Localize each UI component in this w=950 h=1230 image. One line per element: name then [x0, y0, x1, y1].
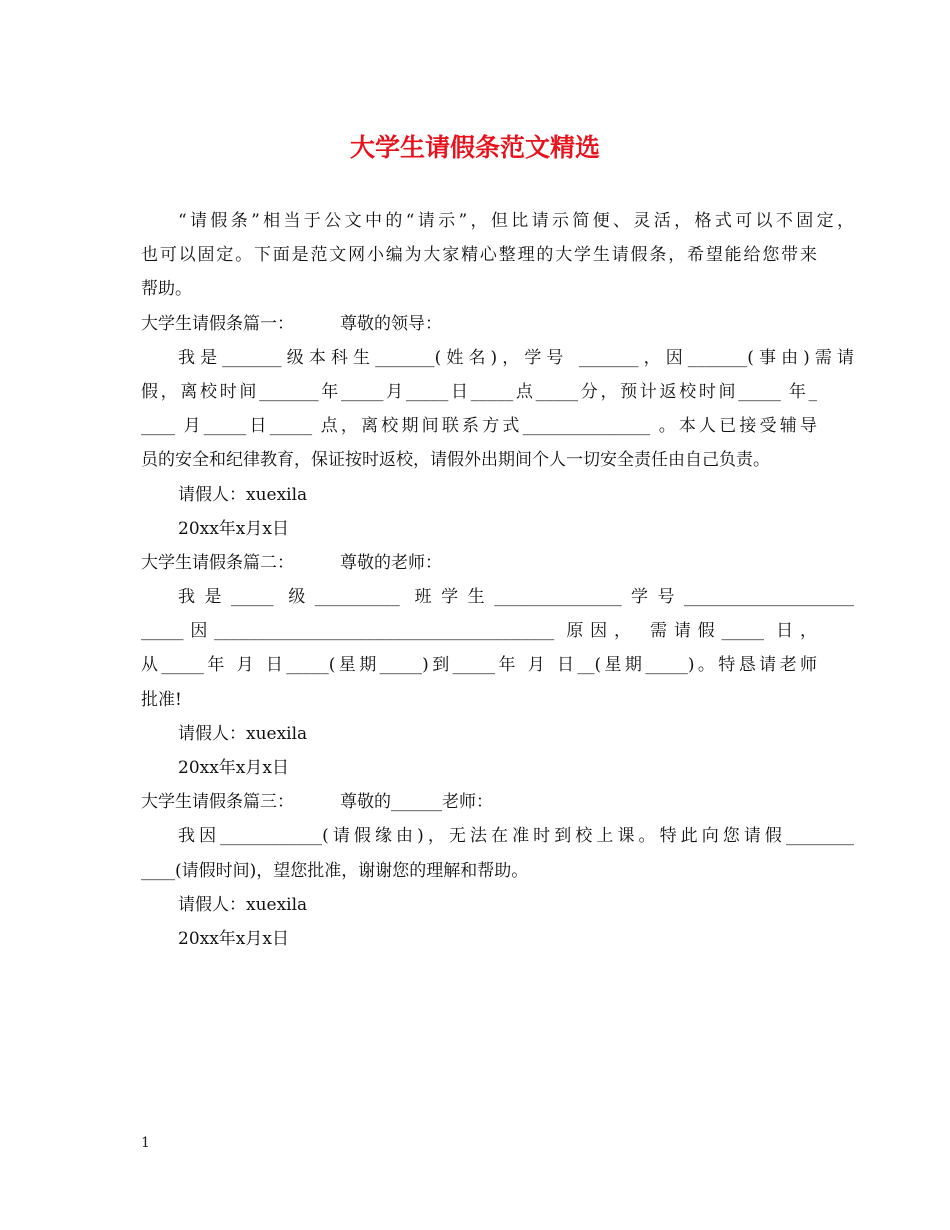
part2-salutation: 尊敬的老师：	[340, 552, 442, 573]
part1-body-line: 员的安全和纪律教育，保证按时返校，请假外出期间个人一切安全责任由自己负责。	[141, 450, 770, 471]
document-body	[141, 204, 854, 956]
part1-signer: 请假人：xuexila	[178, 484, 308, 505]
part2-heading: 大学生请假条篇二：	[141, 552, 294, 573]
part2-body-line: 从_____年 月 日_____(星期_____)到_____年 月 日__(星期_____)。特恳请老师	[141, 655, 817, 676]
part2-date: 20xx年x月x日	[178, 758, 289, 778]
intro-line: 帮助。	[141, 279, 192, 300]
part3-heading: 大学生请假条篇三：	[141, 792, 294, 813]
intro-line: 也可以固定。下面是范文网小编为大家精心整理的大学生请假条，希望能给您带来	[141, 245, 817, 266]
part1-salutation: 尊敬的领导：	[340, 313, 442, 334]
part3-date: 20xx年x月x日	[178, 928, 289, 949]
page-number: 1	[141, 1135, 150, 1151]
part2-signer: 请假人：xuexila	[178, 723, 308, 744]
part1-body-line: 我是_______级本科生_______(姓名)，学号 _______，因_______(事由)需请	[178, 347, 854, 368]
intro-line: “请假条”相当于公文中的“请示”，但比请示简便、灵活，格式可以不固定，	[178, 211, 854, 231]
document-title: 大学生请假条范文精选	[349, 133, 600, 162]
part1-body-line: ____ 月_____日_____ 点，离校期间联系方式_______________ 。本人已接受辅导	[141, 416, 817, 437]
part3-salutation: 尊敬的______老师：	[340, 792, 493, 813]
part2-heading-line	[141, 546, 817, 580]
part3-heading-line	[141, 785, 817, 819]
part1-heading-line	[141, 307, 817, 341]
part1-body-line: 假，离校时间_______年_____月_____日_____点_____分，预计返校时间_____ 年_	[141, 381, 817, 402]
part2-body-line: 我是_____ 级__________ 班学生_______________学号____________________	[178, 587, 854, 608]
part3-body-line: ____(请假时间)，望您批准，谢谢您的理解和帮助。	[141, 860, 529, 881]
part2-body-line: _____因________________________________________ 原因， 需请假_____ 日，	[141, 621, 817, 642]
part3-body-line: 我因____________(请假缘由)，无法在准时到校上课。特此向您请假________	[178, 826, 854, 847]
part3-signer: 请假人：xuexila	[178, 894, 308, 915]
part1-date: 20xx年x月x日	[178, 518, 289, 539]
part1-heading: 大学生请假条篇一：	[141, 313, 294, 334]
part2-body-line: 批准!	[141, 689, 182, 710]
